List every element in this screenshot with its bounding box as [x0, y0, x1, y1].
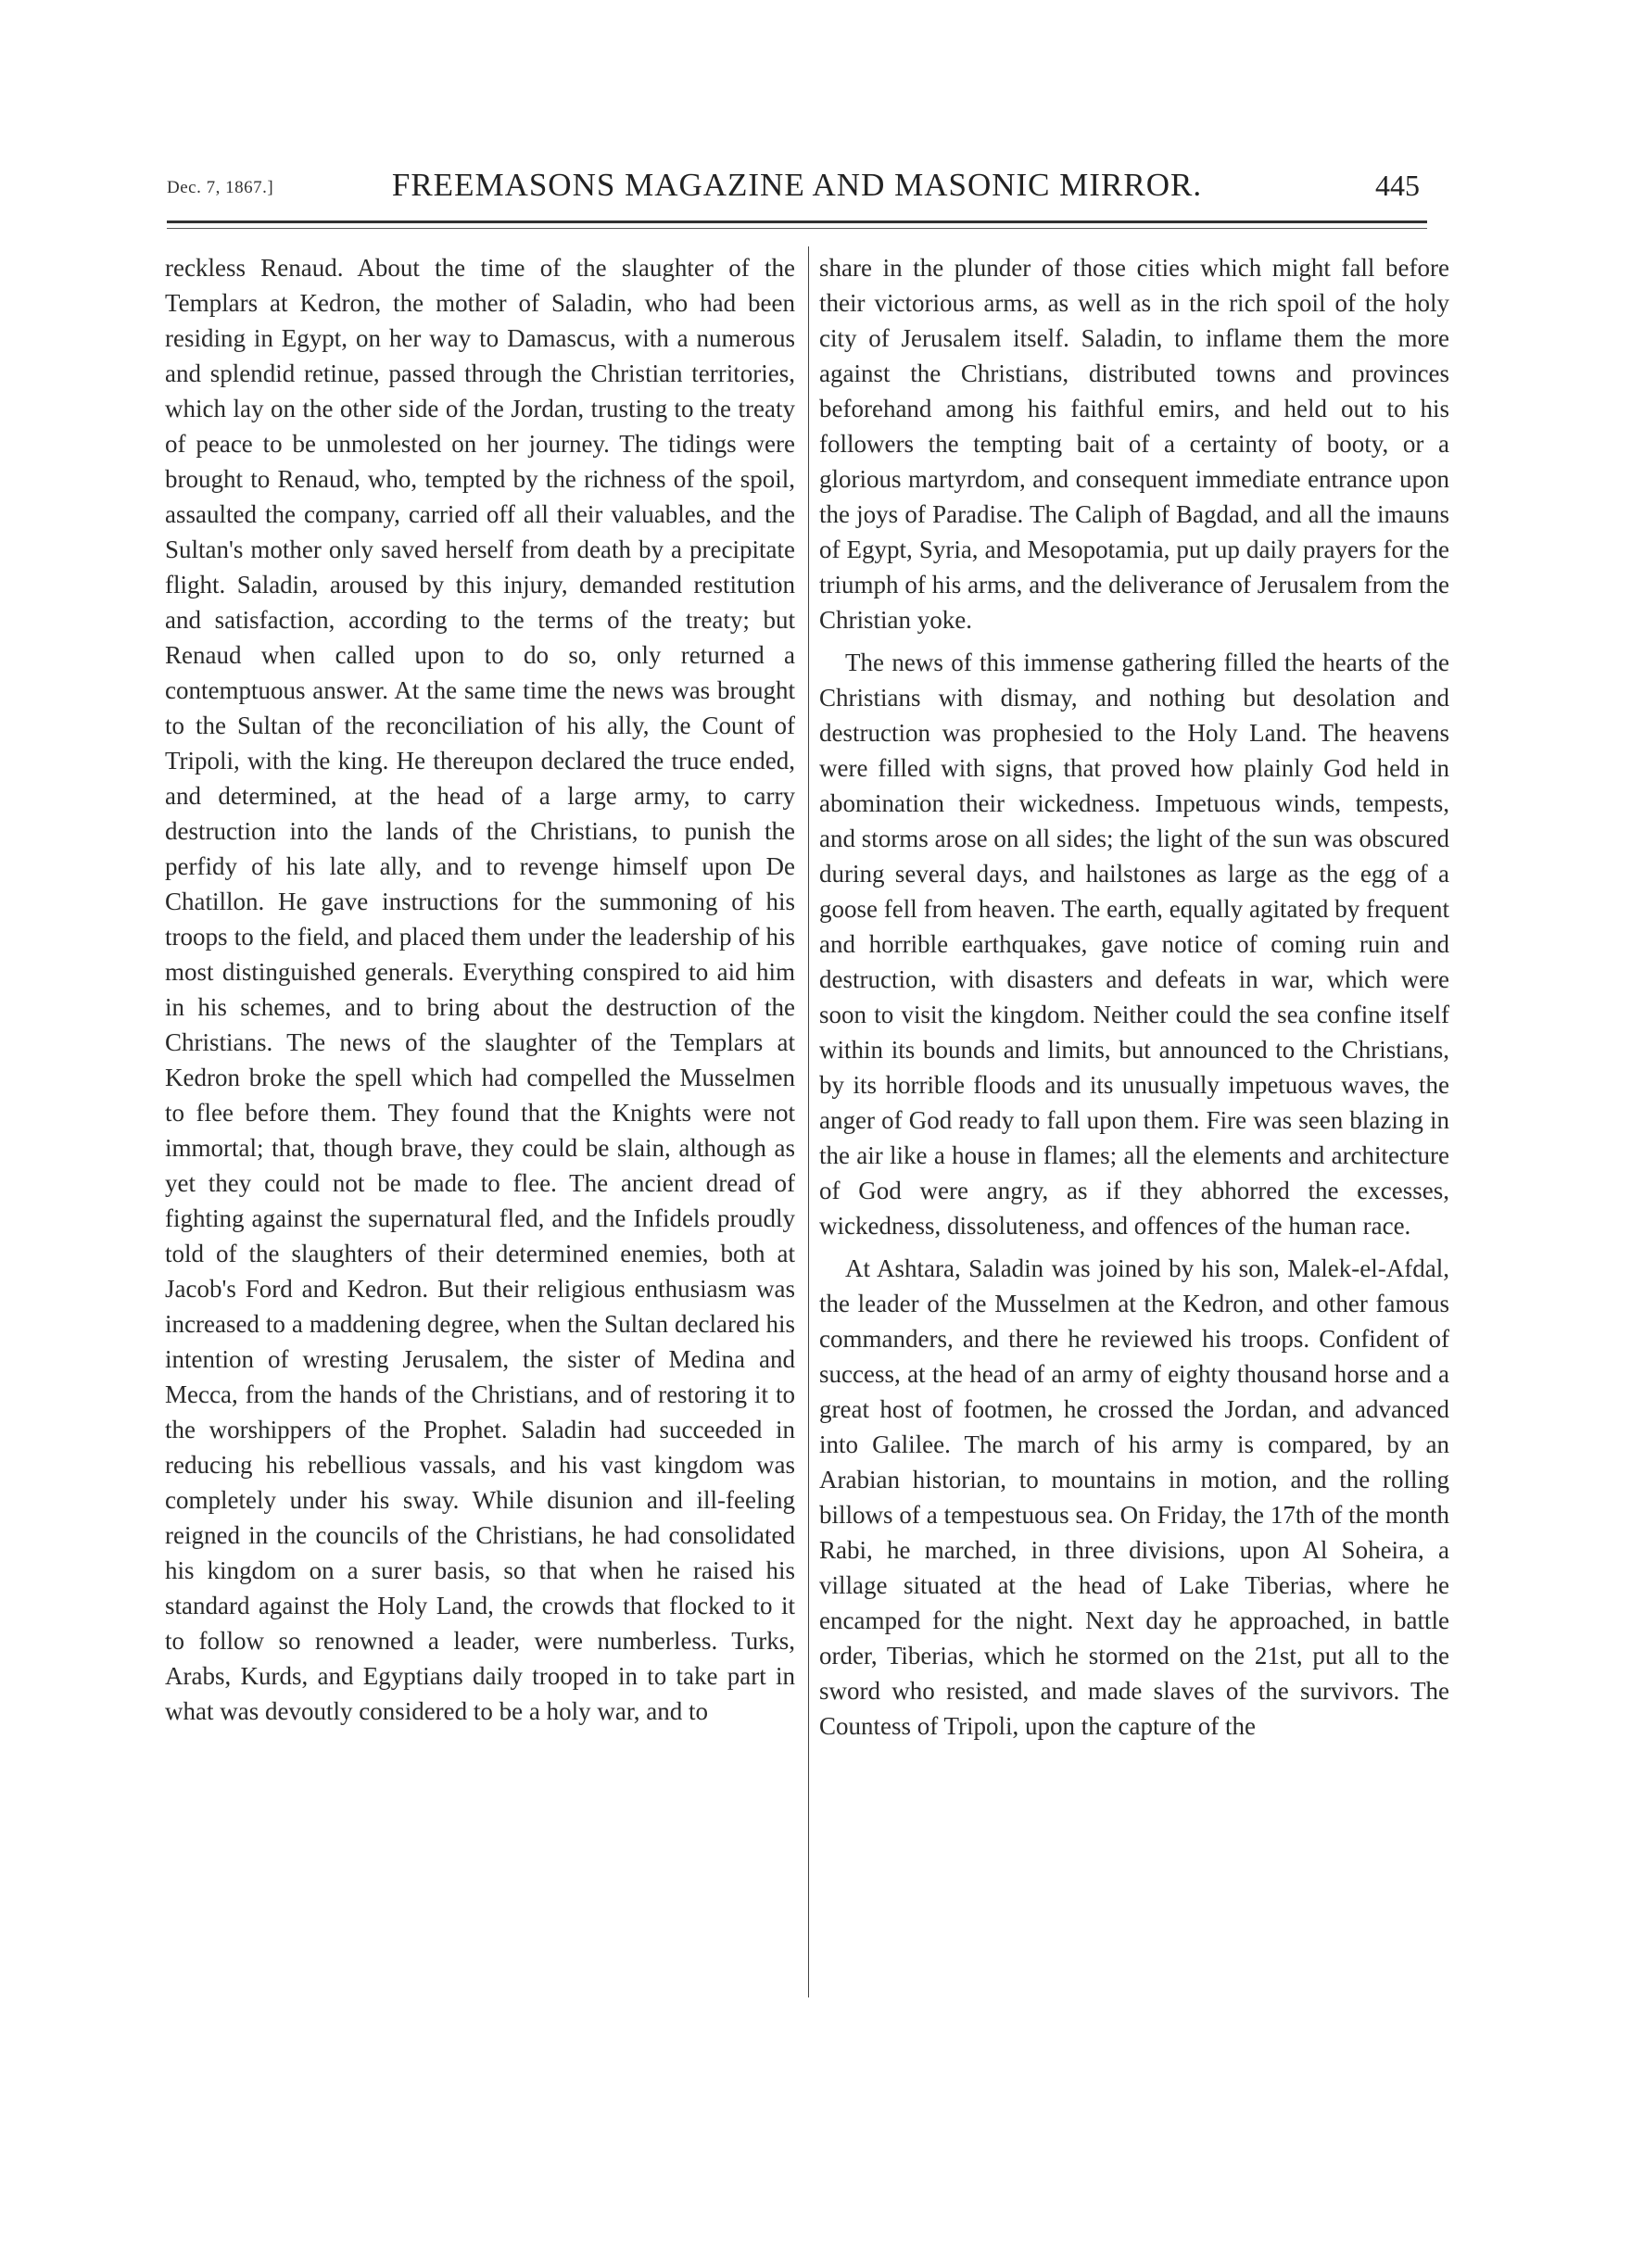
column-divider [808, 246, 809, 1997]
header-rule-thick [167, 220, 1427, 223]
header-rule-thin [167, 228, 1427, 229]
right-paragraph-1: share in the plunder of those cities which might fall before their victorious arms, as well as in the rich spoil of the holy city of Jerusalem itself. Saladin, to inflame them the more against the Christians, distributed towns and provinces beforehand among his faithful emirs, and held out to his followers the tempting bait of a certainty of booty, or a glorious martyrdom, and consequent immediate entrance upon the joys of Paradise. The Caliph of Bagdad, and all the imauns of Egypt, Syria, and Mesopotamia, put up daily prayers for the triumph of his arms, and the deliverance of Jerusalem from the Christian yoke. [819, 254, 1449, 634]
left-column [165, 250, 795, 1729]
left-paragraph-1: reckless Renaud. About the time of the slaughter of the Templars at Kedron, the mother of Saladin, who had been residing in Egypt, on her way to Damascus, with a numerous and splendid retinue, passed through the Christian territories, which lay on the other side of the Jordan, trusting to the treaty of peace to be unmolested on her journey. The tidings were brought to Renaud, who, tempted by the richness of the spoil, assaulted the company, carried off all their valuables, and the Sultan's mother only saved herself from death by a precipitate flight. Saladin, aroused by this injury, demanded restitution and satisfaction, according to the terms of the treaty; but Renaud when called upon to do so, only returned a contemptuous answer. At the same time the news was brought to the Sultan of the reconciliation of his ally, the Count of Tripoli, with the king. He thereupon declared the truce ended, and determined, at the head of a large army, to carry destruction into the lands of the Christians, to punish the perfidy of his late ally, and to revenge himself upon De Chatillon. He gave instructions for the summoning of his troops to the field, and placed them under the leadership of his most distinguished generals. Everything conspired to aid him in his schemes, and to bring about the destruction of the Christians. The news of the slaughter of the Templars at Kedron broke the spell which had compelled the Musselmen to flee before them. They found that the Knights were not immortal; that, though brave, they could be slain, although as yet they could not be made to flee. The ancient dread of fighting against the supernatural fled, and the Infidels proudly told of the slaughters of their determined enemies, both at Jacob's Ford and Kedron. But their religious enthusiasm was increased to a maddening degree, when the Sultan declared his intention of wresting Jerusalem, the sister of Medina and Mecca, from the hands of the Christians, and of restoring it to the worshippers of the Prophet. Saladin had succeeded in reducing his rebellious vassals, and his vast kingdom was completely under his sway. While disunion and ill-feeling reigned in the councils of the Christians, he had consolidated his kingdom on a surer basis, so that when he raised his standard against the Holy Land, the crowds that flocked to it to follow so renowned a leader, were numberless. Turks, Arabs, Kurds, and Egyptians daily trooped in to take part in what was devoutly considered to be a holy war, and to [165, 254, 795, 1725]
page-header [167, 167, 1427, 208]
page-number: 445 [1375, 169, 1420, 202]
issue-date: Dec. 7, 1867.] [167, 178, 274, 197]
right-paragraph-3: At Ashtara, Saladin was joined by his son, Malek-el-Afdal, the leader of the Musselmen at the Kedron, and other famous commanders, and there he reviewed his troops. Confident of success, at the head of an army of eighty thousand horse and a great host of footmen, he crossed the Jordan, and advanced into Galilee. The march of his army is compared, by an Arabian historian, to mountains in motion, and the rolling billows of a tempestuous sea. On Friday, the 17th of the month Rabi, he marched, in three divisions, upon Al Soheira, a village situated at the head of Lake Tiberias, where he encamped for the night. Next day he approached, in battle order, Tiberias, which he stormed on the 21st, put all to the sword who resisted, and made slaves of the survivors. The Countess of Tripoli, upon the capture of the [819, 1254, 1449, 1740]
right-paragraph-2: The news of this immense gathering filled the hearts of the Christians with dismay, and nothing but desolation and destruction was prophesied to the Holy Land. The heavens were filled with signs, that proved how plainly God held in abomination their wickedness. Impetuous winds, tempests, and storms arose on all sides; the light of the sun was obscured during several days, and hailstones as large as the egg of a goose fell from heaven. The earth, equally agitated by frequent and horrible earthquakes, gave notice of coming ruin and destruction, with disasters and defeats in war, which were soon to visit the kingdom. Neither could the sea confine itself within its bounds and limits, but announced to the Christians, by its horrible floods and its unusually impetuous waves, the anger of God ready to fall upon them. Fire was seen blazing in the air like a house in flames; all the elements and architecture of God were angry, as if they abhorred the excesses, wickedness, dissoluteness, and offences of the human race. [819, 649, 1449, 1240]
magazine-title: FREEMASONS MAGAZINE AND MASONIC MIRROR. [391, 167, 1203, 203]
right-column [819, 250, 1449, 1744]
